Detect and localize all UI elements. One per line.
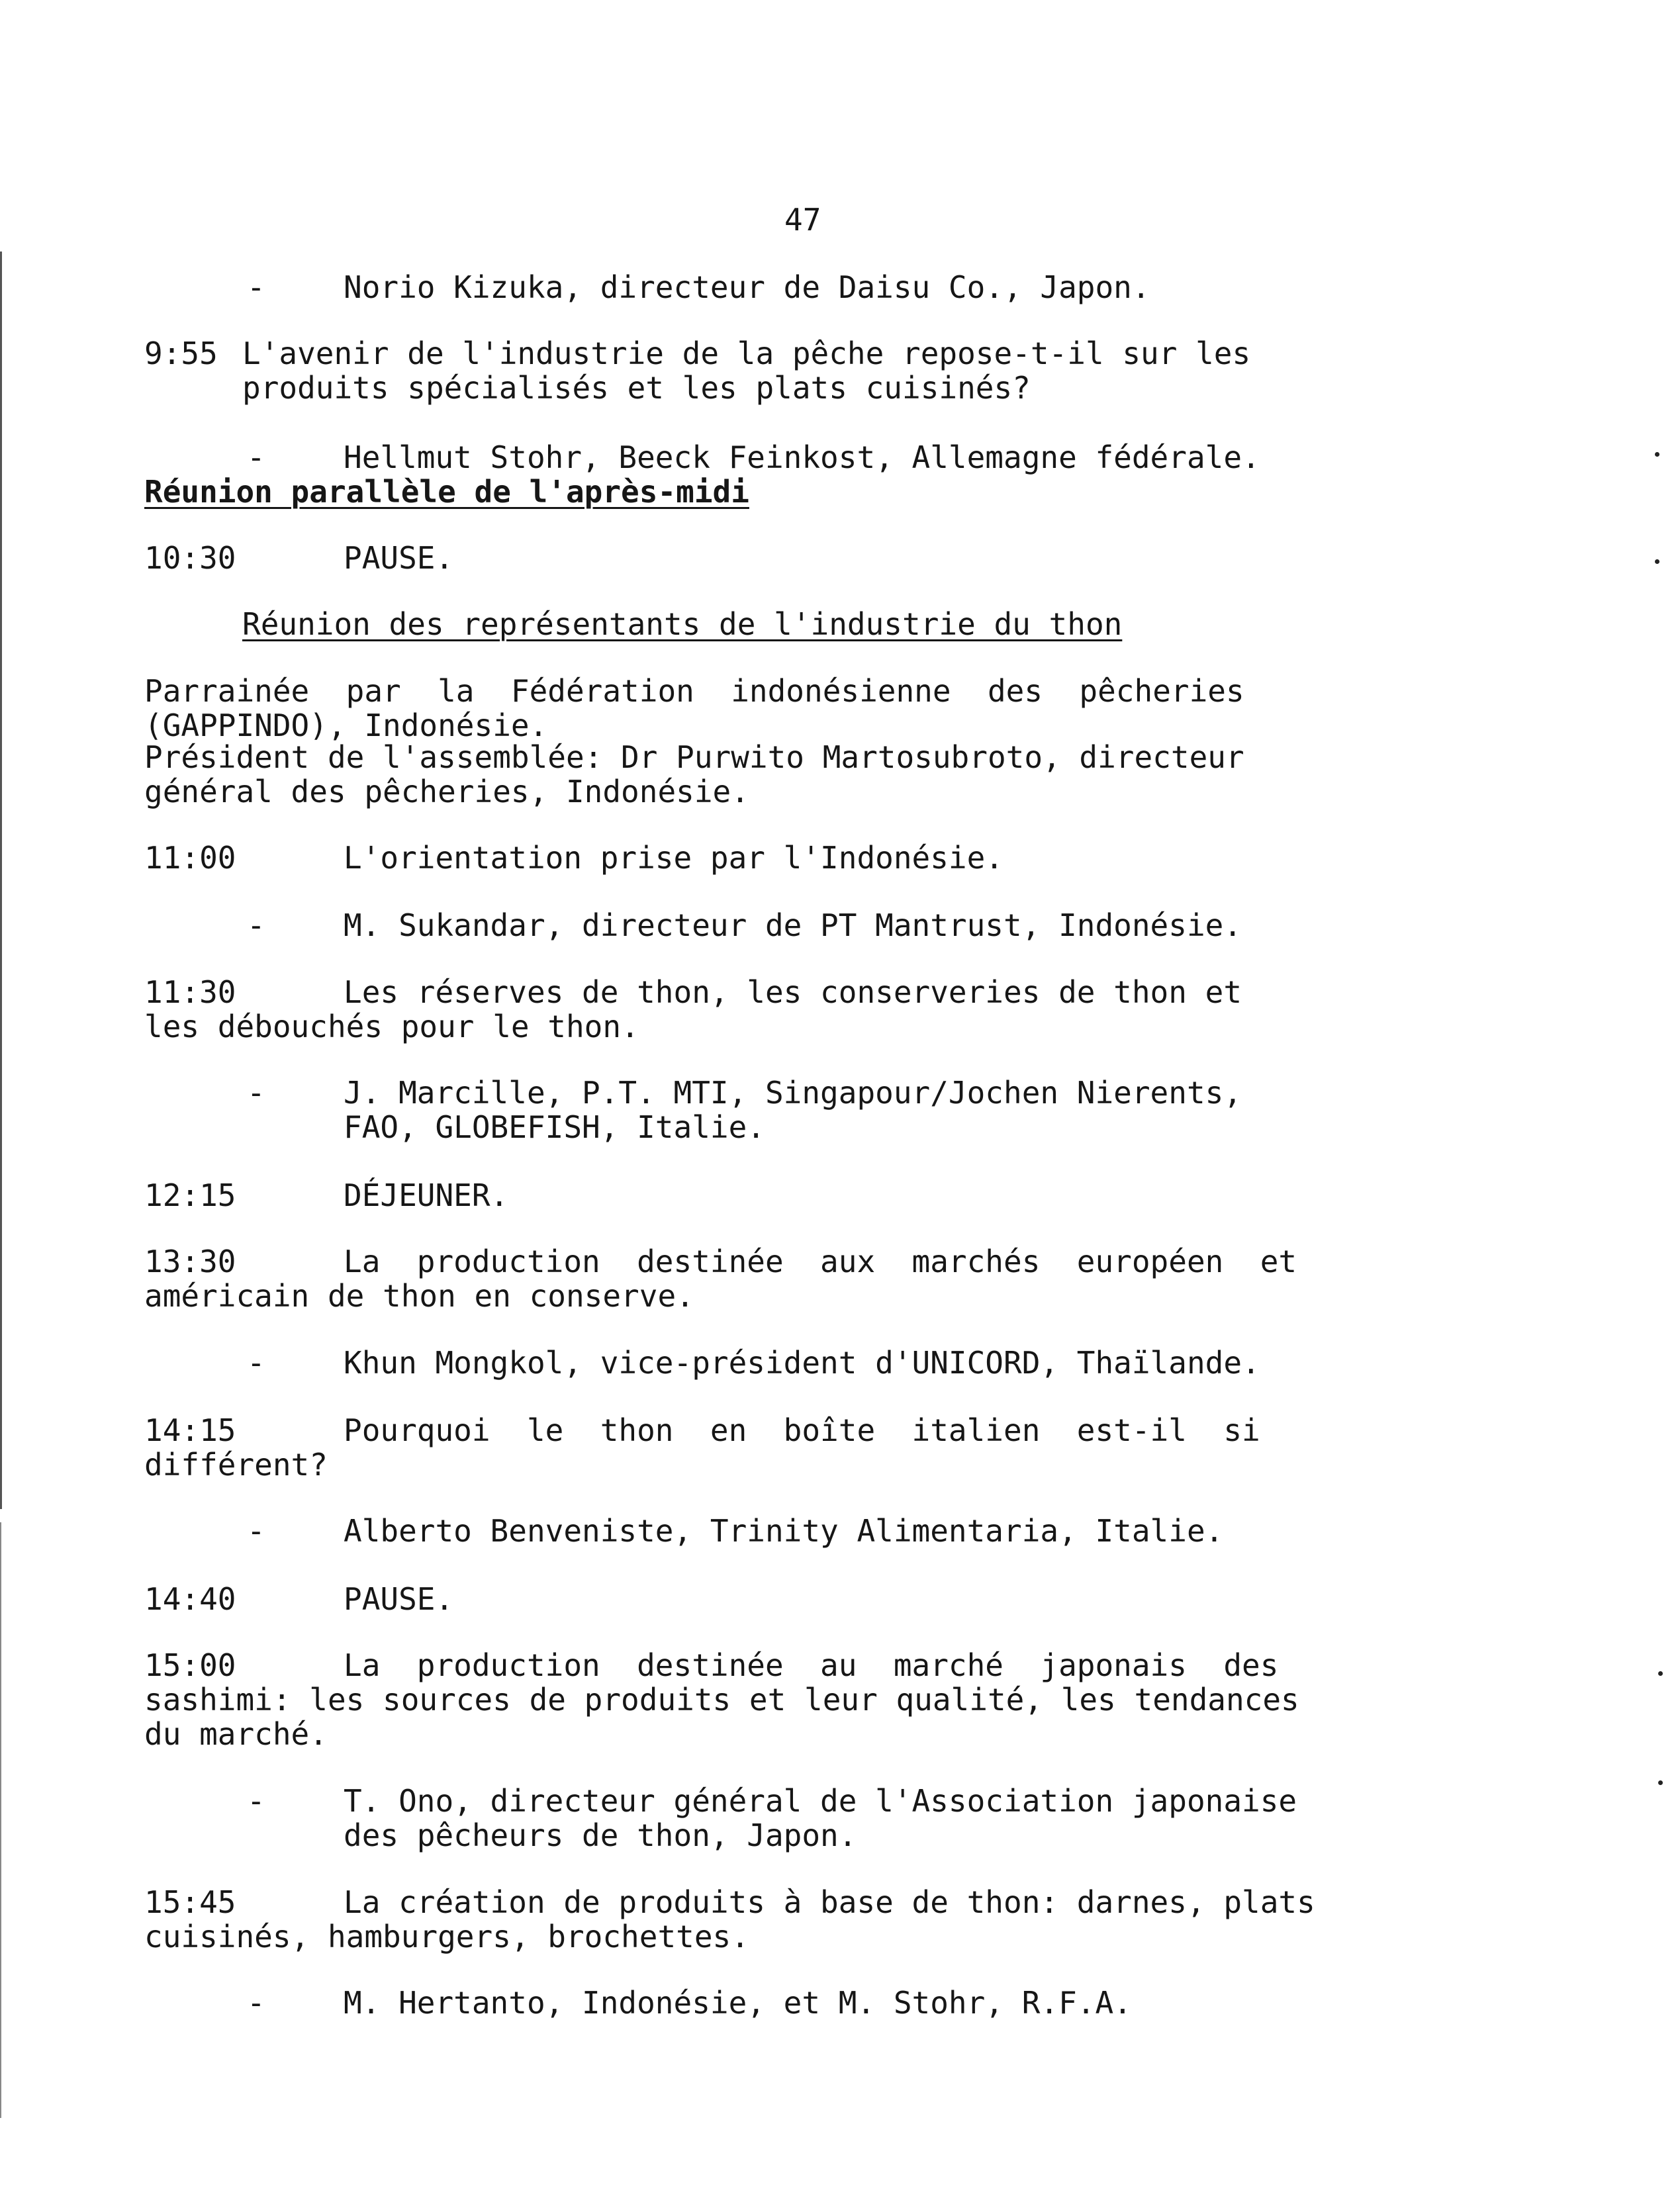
- agenda-title-line: La production destinée aux marchés européen et: [344, 1244, 1297, 1279]
- agenda-title-line: L'avenir de l'industrie de la pêche repose-t-il sur les: [242, 336, 1251, 371]
- speaker-line: des pêcheurs de thon, Japon.: [344, 1817, 857, 1853]
- agenda-title-line: différent?: [144, 1447, 328, 1483]
- page-number: 47: [784, 202, 821, 238]
- agenda-title-line: cuisinés, hamburgers, brochettes.: [144, 1919, 749, 1954]
- speaker-line: Norio Kizuka, directeur de Daisu Co., Japon.: [344, 269, 1150, 305]
- dash-bullet: -: [247, 1985, 265, 2021]
- agenda-title-line: L'orientation prise par l'Indonésie.: [344, 840, 1003, 876]
- time-label: 10:30: [144, 540, 236, 576]
- paragraph-line: (GAPPINDO), Indonésie.: [144, 708, 548, 743]
- agenda-title-line: du marché.: [144, 1716, 328, 1752]
- time-label: 15:00: [144, 1647, 236, 1683]
- time-label: 11:30: [144, 974, 236, 1010]
- speaker-line: FAO, GLOBEFISH, Italie.: [344, 1109, 765, 1145]
- speaker-line: Alberto Benveniste, Trinity Alimentaria, Italie.: [344, 1513, 1224, 1549]
- subsection-heading: Réunion des représentants de l'industrie du thon: [242, 606, 1123, 642]
- agenda-item: PAUSE.: [344, 540, 454, 576]
- scan-speck: [1658, 1671, 1663, 1676]
- paragraph-line: Président de l'assemblée: Dr Purwito Martosubroto, directeur: [144, 739, 1244, 775]
- time-label: 11:00: [144, 840, 236, 876]
- agenda-item: PAUSE.: [344, 1581, 454, 1617]
- speaker-line: J. Marcille, P.T. MTI, Singapour/Jochen Nierents,: [344, 1075, 1242, 1111]
- time-label: 12:15: [144, 1177, 236, 1213]
- time-label: 14:40: [144, 1581, 236, 1617]
- agenda-title-line: Pourquoi le thon en boîte italien est-il si: [344, 1412, 1260, 1448]
- agenda-title-line: Les réserves de thon, les conserveries de thon et: [344, 974, 1242, 1010]
- agenda-title-line: produits spécialisés et les plats cuisinés?: [242, 370, 1031, 406]
- scan-speck: [1655, 559, 1659, 564]
- dash-bullet: -: [247, 1513, 265, 1549]
- section-heading: Réunion parallèle de l'après-midi: [144, 474, 749, 510]
- speaker-line: Hellmut Stohr, Beeck Feinkost, Allemagne fédérale.: [344, 439, 1260, 475]
- paragraph-line: général des pêcheries, Indonésie.: [144, 774, 749, 809]
- scan-left-edge-lower: [0, 1522, 1, 2118]
- speaker-line: M. Sukandar, directeur de PT Mantrust, Indonésie.: [344, 907, 1242, 943]
- speaker-line: Khun Mongkol, vice-président d'UNICORD, Thaïlande.: [344, 1345, 1260, 1381]
- speaker-line: M. Hertanto, Indonésie, et M. Stohr, R.F.A.: [344, 1985, 1132, 2021]
- dash-bullet: -: [247, 269, 265, 305]
- dash-bullet: -: [247, 439, 265, 475]
- scan-speck: [1658, 1780, 1663, 1785]
- agenda-title-line: La création de produits à base de thon: darnes, plats: [344, 1884, 1315, 1920]
- dash-bullet: -: [247, 907, 265, 943]
- time-label: 14:15: [144, 1412, 236, 1448]
- time-label: 9:55: [144, 336, 218, 371]
- agenda-title-line: La production destinée au marché japonais des: [344, 1647, 1279, 1683]
- paragraph-line: Parrainée par la Fédération indonésienne des pêcheries: [144, 673, 1244, 709]
- scan-speck: [1655, 452, 1659, 457]
- dash-bullet: -: [247, 1345, 265, 1381]
- time-label: 15:45: [144, 1884, 236, 1920]
- scan-left-edge: [0, 252, 2, 1509]
- speaker-line: T. Ono, directeur général de l'Association japonaise: [344, 1783, 1297, 1819]
- time-label: 13:30: [144, 1244, 236, 1279]
- agenda-item: DÉJEUNER.: [344, 1177, 509, 1213]
- dash-bullet: -: [247, 1783, 265, 1819]
- agenda-title-line: sashimi: les sources de produits et leur qualité, les tendances: [144, 1682, 1299, 1718]
- agenda-title-line: les débouchés pour le thon.: [144, 1009, 639, 1044]
- dash-bullet: -: [247, 1075, 265, 1111]
- agenda-title-line: américain de thon en conserve.: [144, 1278, 694, 1314]
